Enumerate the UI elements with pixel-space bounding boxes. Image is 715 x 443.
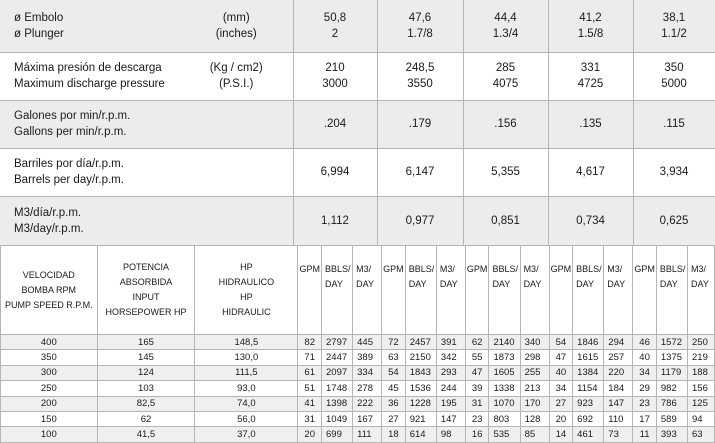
bbls-header-line: BBLS/ xyxy=(576,264,602,274)
table-cell: 98 xyxy=(436,427,465,442)
table-cell: 71 xyxy=(298,350,322,365)
spec-unit xyxy=(188,0,293,52)
table-cell: 250 xyxy=(1,381,98,396)
table-cell: 14 xyxy=(549,427,573,442)
spec-value-line: 3000 xyxy=(322,78,348,90)
spec-value-line: 0,851 xyxy=(491,214,520,227)
spec-value-line: 248,5 xyxy=(405,62,435,74)
spec-value xyxy=(377,0,463,52)
spec-value xyxy=(293,100,377,148)
table-cell: 82 xyxy=(298,335,322,350)
table-cell: 165 xyxy=(97,335,195,350)
spec-value xyxy=(463,52,548,100)
spec-value-line: 38,1 xyxy=(662,11,686,24)
gpm-header: GPM xyxy=(465,246,489,335)
table-cell: 147 xyxy=(436,411,465,426)
bbls-header-line: DAY xyxy=(408,279,427,289)
table-cell: 982 xyxy=(656,381,687,396)
table-cell: 125 xyxy=(688,396,715,411)
table-cell: 150 xyxy=(1,411,98,426)
table-row xyxy=(1,350,715,365)
table-row xyxy=(1,396,715,411)
table-cell: 2140 xyxy=(489,335,520,350)
performance-header-row xyxy=(1,246,715,335)
spec-value xyxy=(548,52,633,100)
table-cell: 45 xyxy=(382,381,406,396)
m3-header-line: M3/ xyxy=(439,264,455,274)
table-cell: 461 xyxy=(573,427,604,442)
spec-value-line: 3,934 xyxy=(659,166,689,178)
bbls-header-line: DAY xyxy=(659,279,678,289)
table-cell: 34 xyxy=(633,365,657,380)
spec-unit xyxy=(188,52,293,100)
spec-value xyxy=(463,196,548,245)
table-row xyxy=(1,427,715,442)
table-cell: 54 xyxy=(382,365,406,380)
gpm-header: GPM xyxy=(382,246,406,335)
table-cell: 63 xyxy=(688,427,715,442)
table-cell: 1384 xyxy=(573,365,604,380)
spec-value-line: 285 xyxy=(495,62,516,74)
table-cell: 2097 xyxy=(322,365,353,380)
table-cell: 614 xyxy=(405,427,436,442)
spec-value-line: 3550 xyxy=(407,78,433,90)
table-cell: 111 xyxy=(353,427,382,442)
m3-header-line: DAY xyxy=(439,279,458,289)
spec-value xyxy=(463,0,548,52)
m3-day-header xyxy=(520,246,549,335)
table-row xyxy=(1,411,715,426)
table-cell: 110 xyxy=(604,411,633,426)
table-cell: 100 xyxy=(1,427,98,442)
table-cell: 29 xyxy=(633,381,657,396)
table-cell: 1873 xyxy=(489,350,520,365)
table-cell: 36 xyxy=(382,396,406,411)
table-cell: 103 xyxy=(97,381,195,396)
table-cell: 222 xyxy=(353,396,382,411)
pump-speed-header: VELOCIDAD BOMBA RPM PUMP SPEED R.P.M. xyxy=(1,246,98,335)
table-cell: 803 xyxy=(489,411,520,426)
table-cell: 589 xyxy=(656,411,687,426)
table-cell: 37,0 xyxy=(195,427,298,442)
spec-value xyxy=(293,0,377,52)
spec-label-line: ø Plunger xyxy=(14,27,64,40)
table-cell: 170 xyxy=(520,396,549,411)
table-cell: 219 xyxy=(688,350,715,365)
spec-label-line: Galones por min/r.p.m. xyxy=(14,110,131,122)
table-cell: 40 xyxy=(633,350,657,365)
bbls-header-line: DAY xyxy=(576,279,594,289)
m3-day-header xyxy=(353,246,382,335)
gpm-header: GPM xyxy=(298,246,322,335)
spec-row xyxy=(0,148,715,196)
table-cell: 1536 xyxy=(405,381,436,396)
m3-header-line: M3/ xyxy=(607,264,623,274)
spec-unit-line: (inches) xyxy=(215,27,257,40)
spec-value xyxy=(377,52,463,100)
table-cell: 184 xyxy=(604,381,633,396)
table-cell: 389 xyxy=(353,350,382,365)
spec-value-line: .204 xyxy=(323,118,347,130)
spec-value-line: 350 xyxy=(664,62,684,74)
spec-value xyxy=(293,52,377,100)
table-cell: 82,5 xyxy=(97,396,195,411)
spec-value xyxy=(548,100,633,148)
table-cell: 1748 xyxy=(322,381,353,396)
spec-value-line: 4075 xyxy=(492,78,519,90)
table-cell: 298 xyxy=(520,350,549,365)
spec-value xyxy=(633,196,715,245)
spec-label-line: ø Embolo xyxy=(14,11,64,24)
table-cell: 250 xyxy=(688,335,715,350)
table-cell: 786 xyxy=(656,396,687,411)
table-cell: 41 xyxy=(298,396,322,411)
table-cell: 85 xyxy=(520,427,549,442)
gpm-header: GPM xyxy=(549,246,573,335)
spec-value xyxy=(377,100,463,148)
table-cell: 18 xyxy=(382,427,406,442)
table-cell: 128 xyxy=(520,411,549,426)
spec-value xyxy=(377,196,463,245)
table-cell: 255 xyxy=(520,365,549,380)
table-cell: 2150 xyxy=(405,350,436,365)
table-row xyxy=(1,335,715,350)
table-cell: 31 xyxy=(465,396,489,411)
spec-unit-line xyxy=(188,108,285,124)
table-cell: 2457 xyxy=(405,335,436,350)
spec-label-line: Barriles por día/r.p.m. xyxy=(14,158,124,170)
bbls-day-header xyxy=(489,246,520,335)
table-cell: 39 xyxy=(465,381,489,396)
spec-unit-line xyxy=(188,124,285,140)
table-cell: 20 xyxy=(549,411,573,426)
table-cell: 41,5 xyxy=(97,427,195,442)
table-cell: 62 xyxy=(465,335,489,350)
table-cell: 1049 xyxy=(322,411,353,426)
table-cell: 72 xyxy=(382,335,406,350)
spec-value-line: 331 xyxy=(580,62,601,74)
table-row xyxy=(1,381,715,396)
table-cell: 1375 xyxy=(656,350,687,365)
bbls-header-line: BBLS/ xyxy=(325,264,351,274)
m3-header-line: DAY xyxy=(607,279,626,289)
spec-value-line: 0,734 xyxy=(576,214,605,227)
spec-label xyxy=(0,196,188,245)
spec-value xyxy=(548,196,633,245)
bbls-header-line: BBLS/ xyxy=(659,264,686,274)
table-cell: 23 xyxy=(633,396,657,411)
spec-unit-line xyxy=(188,221,285,237)
spec-value-line: 47,6 xyxy=(408,11,432,24)
table-cell: 1179 xyxy=(656,365,687,380)
table-cell: 400 xyxy=(1,335,98,350)
spec-row xyxy=(0,196,715,245)
spec-value-line: 6,147 xyxy=(405,166,435,178)
table-cell: 73 xyxy=(604,427,633,442)
table-cell: 188 xyxy=(688,365,715,380)
table-cell: 293 xyxy=(436,365,465,380)
table-cell: 40 xyxy=(549,365,573,380)
spec-unit xyxy=(188,148,293,196)
table-cell: 1605 xyxy=(489,365,520,380)
spec-value xyxy=(293,196,377,245)
table-cell: 923 xyxy=(573,396,604,411)
bbls-header-line: DAY xyxy=(325,279,343,289)
spec-unit-line: (Kg / cm2) xyxy=(209,62,263,74)
table-cell: 393 xyxy=(656,427,687,442)
table-cell: 257 xyxy=(604,350,633,365)
spec-value-line: .115 xyxy=(663,118,685,130)
table-cell: 699 xyxy=(322,427,353,442)
table-cell: 220 xyxy=(604,365,633,380)
spec-value xyxy=(293,148,377,196)
spec-value xyxy=(548,0,633,52)
table-cell: 55 xyxy=(465,350,489,365)
spec-value-line: 1.5/8 xyxy=(577,27,604,40)
table-cell: 278 xyxy=(353,381,382,396)
table-cell: 145 xyxy=(97,350,195,365)
table-cell: 148,5 xyxy=(195,335,298,350)
spec-row xyxy=(0,52,715,100)
table-cell: 294 xyxy=(604,335,633,350)
spec-label-line: M3/day/r.p.m. xyxy=(14,222,84,235)
bbls-day-header xyxy=(656,246,687,335)
table-cell: 93,0 xyxy=(195,381,298,396)
table-cell: 62 xyxy=(97,411,195,426)
table-cell: 124 xyxy=(97,365,195,380)
table-cell: 130,0 xyxy=(195,350,298,365)
table-cell: 535 xyxy=(489,427,520,442)
spec-label xyxy=(0,52,188,100)
spec-value-line: 1.7/8 xyxy=(407,27,433,40)
table-cell: 1843 xyxy=(405,365,436,380)
m3-day-header xyxy=(688,246,715,335)
m3-day-header xyxy=(436,246,465,335)
spec-value xyxy=(463,148,548,196)
hydraulic-hp-header: HP HIDRAULICO HP HIDRAULIC xyxy=(195,246,298,335)
table-cell: 54 xyxy=(549,335,573,350)
spec-value xyxy=(463,100,548,148)
table-row xyxy=(1,365,715,380)
table-cell: 200 xyxy=(1,396,98,411)
bbls-header-line: BBLS/ xyxy=(408,264,435,274)
table-cell: 147 xyxy=(604,396,633,411)
spec-value-line: 44,4 xyxy=(494,11,517,24)
table-cell: 350 xyxy=(1,350,98,365)
table-cell: 47 xyxy=(465,365,489,380)
table-cell: 51 xyxy=(298,381,322,396)
table-cell: 244 xyxy=(436,381,465,396)
spec-unit-line xyxy=(188,156,285,172)
spec-value xyxy=(633,148,715,196)
spec-value-line: 0,625 xyxy=(659,214,689,227)
spec-value-line: 2 xyxy=(331,27,339,40)
spec-unit-line: (mm) xyxy=(222,11,250,24)
table-cell: 34 xyxy=(549,381,573,396)
spec-value-line: 1.1/2 xyxy=(661,27,687,40)
spec-row xyxy=(0,0,715,52)
bbls-header-line: DAY xyxy=(492,279,511,289)
table-cell: 1338 xyxy=(489,381,520,396)
spec-value-line: 1,112 xyxy=(321,214,349,227)
m3-header-line: DAY xyxy=(523,279,542,289)
input-horsepower-header: POTENCIA ABSORBIDA INPUT HORSEPOWER HP xyxy=(97,246,195,335)
table-cell: 1154 xyxy=(573,381,604,396)
spec-value-line: 4725 xyxy=(577,78,604,90)
m3-header-line: M3/ xyxy=(523,264,539,274)
spec-unit-line xyxy=(188,205,285,221)
table-cell: 2797 xyxy=(322,335,353,350)
gpm-header: GPM xyxy=(633,246,657,335)
table-cell: 1070 xyxy=(489,396,520,411)
table-cell: 1572 xyxy=(656,335,687,350)
spec-value-line: 0,977 xyxy=(405,214,435,227)
spec-value-line: 6,994 xyxy=(320,166,350,178)
bbls-day-header xyxy=(405,246,436,335)
bbls-day-header xyxy=(322,246,353,335)
spec-label-line: Máxima presión de descarga xyxy=(14,62,162,74)
table-cell: 342 xyxy=(436,350,465,365)
spec-label-line: Barrels per day/r.p.m. xyxy=(14,174,124,186)
spec-label-line: Maximum discharge pressure xyxy=(14,78,165,90)
spec-label xyxy=(0,100,188,148)
table-cell: 1615 xyxy=(573,350,604,365)
m3-header-line: DAY xyxy=(356,279,374,289)
table-cell: 27 xyxy=(382,411,406,426)
spec-value-line: 1.3/4 xyxy=(492,27,519,40)
spec-label-line: M3/día/r.p.m. xyxy=(14,206,82,219)
table-cell: 111,5 xyxy=(195,365,298,380)
spec-value xyxy=(548,148,633,196)
spec-label xyxy=(0,148,188,196)
spec-label xyxy=(0,0,188,52)
table-cell: 1228 xyxy=(405,396,436,411)
table-cell: 20 xyxy=(298,427,322,442)
table-cell: 340 xyxy=(520,335,549,350)
table-cell: 334 xyxy=(353,365,382,380)
table-cell: 11 xyxy=(633,427,657,442)
table-cell: 31 xyxy=(298,411,322,426)
table-cell: 692 xyxy=(573,411,604,426)
spec-label-line: Gallons per min/r.p.m. xyxy=(14,126,127,138)
table-cell: 391 xyxy=(436,335,465,350)
m3-header-line: M3/ xyxy=(356,264,372,274)
spec-value xyxy=(377,148,463,196)
table-cell: 213 xyxy=(520,381,549,396)
table-cell: 921 xyxy=(405,411,436,426)
table-cell: 156 xyxy=(688,381,715,396)
spec-row xyxy=(0,100,715,148)
spec-value-line: 41,2 xyxy=(579,11,602,24)
spec-unit xyxy=(188,196,293,245)
table-cell: 61 xyxy=(298,365,322,380)
table-cell: 17 xyxy=(633,411,657,426)
spec-value-line: 5,355 xyxy=(491,166,520,178)
spec-value-line: 4,617 xyxy=(576,166,605,178)
spec-value-line: 5000 xyxy=(661,78,687,90)
spec-value-line: 50,8 xyxy=(323,11,347,24)
table-cell: 56,0 xyxy=(195,411,298,426)
table-cell: 195 xyxy=(436,396,465,411)
table-cell: 167 xyxy=(353,411,382,426)
m3-header-line: M3/ xyxy=(691,264,707,274)
spec-value xyxy=(633,0,715,52)
spec-value xyxy=(633,100,715,148)
table-cell: 27 xyxy=(549,396,573,411)
spec-value-line: .156 xyxy=(494,118,517,130)
table-cell: 63 xyxy=(382,350,406,365)
spec-unit-line xyxy=(188,172,285,188)
performance-table xyxy=(0,245,715,443)
table-cell: 300 xyxy=(1,365,98,380)
bbls-header-line: BBLS/ xyxy=(492,264,518,274)
spec-unit xyxy=(188,100,293,148)
spec-value-line: .135 xyxy=(579,118,602,130)
table-cell: 1398 xyxy=(322,396,353,411)
table-cell: 47 xyxy=(549,350,573,365)
table-cell: 23 xyxy=(465,411,489,426)
table-cell: 46 xyxy=(633,335,657,350)
spec-value-line: .179 xyxy=(408,118,432,130)
table-cell: 445 xyxy=(353,335,382,350)
bbls-day-header xyxy=(573,246,604,335)
spec-value-line: 210 xyxy=(325,62,345,74)
m3-day-header xyxy=(604,246,633,335)
table-cell: 94 xyxy=(688,411,715,426)
table-cell: 2447 xyxy=(322,350,353,365)
spec-unit-line: (P.S.I.) xyxy=(219,78,254,90)
m3-header-line: DAY xyxy=(691,279,709,289)
table-cell: 16 xyxy=(465,427,489,442)
table-cell: 74,0 xyxy=(195,396,298,411)
table-cell: 1846 xyxy=(573,335,604,350)
spec-value xyxy=(633,52,715,100)
